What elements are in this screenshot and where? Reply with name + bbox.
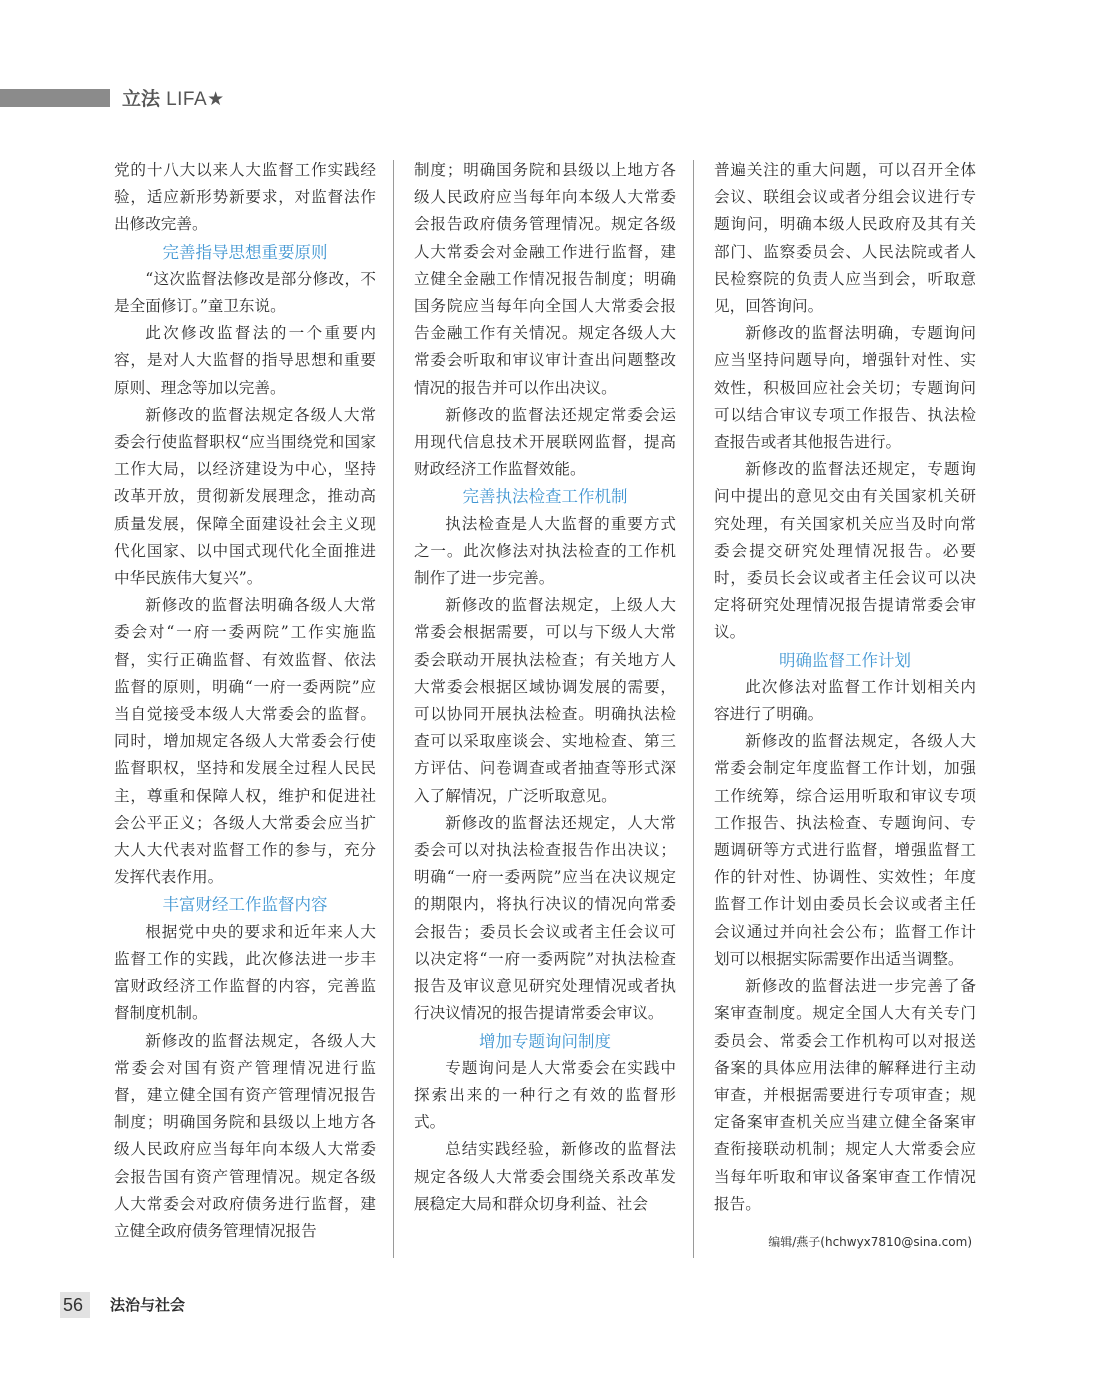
paragraph: 党的十八大以来人大监督工作实践经验，适应新形势新要求，对监督法作出修改完善。 [114,161,376,234]
section-heading: 明确监督工作计划 [779,650,911,670]
section-label-en: LIFA★ [166,89,225,110]
section-heading: 增加专题询问制度 [479,1031,611,1051]
section-heading: 完善执法检查工作机制 [462,487,628,507]
paragraph: 新修改的监督法明确各级人大常委会对“一府一委两院”工作实施监督，实行正确监督、有效监督、依法监督的原则，明确“一府一委两院”应当自觉接受本级人大常委会的监督。同时，增加规定各级人大常委会行使监督职权，坚持和发展全过程人民民主，尊重和保障人权，维护和促进社会公平正义；各级人大常委会应当扩大人大代表对监督工作的参与，充分发挥代表作用。 [114,596,376,887]
paragraph: 专题询问是人大常委会在实践中探索出来的一种行之有效的监督形式。 [414,1058,676,1132]
paragraph: “这次监督法修改是部分修改，不是全面修订。”童卫东说。 [114,269,376,316]
paragraph: 执法检查是人大监督的重要方式之一。此次修法对执法检查的工作机制作了进一步完善。 [414,514,676,588]
paragraph: 新修改的监督法进一步完善了备案审查制度。规定全国人大有关专门委员会、常委会工作机构可以对报送备案的具体应用法律的解释进行主动审查，并根据需要进行专项审查；规定备案审查机关应当建立健全备案审查衔接联动机制；规定人大常委会应当每年听取和审议备案审查工作情况报告。 [714,977,976,1213]
paragraph: 新修改的监督法明确，专题询问应当坚持问题导向，增强针对性、实效性，积极回应社会关切；专题询问可以结合审议专项工作报告、执法检查报告或者其他报告进行。 [714,324,976,452]
section-heading: 丰富财经工作监督内容 [162,895,328,915]
paragraph: 总结实践经验，新修改的监督法规定各级人大常委会围绕关系改革发展稳定大局和群众切身利益、社会 [414,1140,676,1213]
editor-credit: 编辑/燕子(hchwyx7810@sina.com) [768,1235,972,1249]
section-label [122,86,225,112]
paragraph: 新修改的监督法规定各级人大常委会行使监督职权“应当围绕党和国家工作大局，以经济建设为中心，坚持改革开放，贯彻新发展理念，推动高质量发展，保障全面建设社会主义现代化国家、以中国式现代化全面推进中华民族伟大复兴”。 [114,405,376,588]
article-column-2 [414,157,676,1218]
paragraph: 根据党中央的要求和近年来人大监督工作的实践，此次修法进一步丰富财政经济工作监督的内容，完善监督制度机制。 [114,922,376,1023]
page-number: 56 [63,1295,84,1315]
paragraph: 普遍关注的重大问题，可以召开全体会议、联组会议或者分组会议进行专题询问，明确本级人民政府及其有关部门、监察委员会、人民法院或者人民检察院的负责人应当到会，听取意见，回答询问。 [714,161,976,316]
paragraph: 新修改的监督法规定，上级人大常委会根据需要，可以与下级人大常委会联动开展执法检查；有关地方人大常委会根据区域协调发展的需要，可以协同开展执法检查。明确执法检查可以采取座谈会、实地检查、第三方评估、问卷调查或者抽查等形式深入了解情况，广泛听取意见。 [414,596,676,805]
magazine-name: 法治与社会 [110,1296,186,1314]
paragraph: 新修改的监督法还规定常委会运用现代信息技术开展联网监督，提高财政经济工作监督效能。 [414,405,676,479]
paragraph: 此次修改监督法的一个重要内容，是对人大监督的指导思想和重要原则、理念等加以完善。 [114,324,376,397]
paragraph: 制度；明确国务院和县级以上地方各级人民政府应当每年向本级人大常委会报告政府债务管理情况。规定各级人大常委会对金融工作进行监督，建立健全金融工作情况报告制度；明确国务院应当每年向全国人大常委会报告金融工作有关情况。规定各级人大常委会听取和审议审计查出问题整改情况的报告并可以作出决议。 [414,161,676,397]
paragraph: 新修改的监督法规定，各级人大常委会制定年度监督工作计划，加强工作统筹，综合运用听取和审议专项工作报告、执法检查、专题询问、专题调研等方式进行监督，增强监督工作的针对性、协调性、实效性；年度监督工作计划由委员长会议或者主任会议通过并向社会公布；监督工作计划可以根据实际需要作出适当调整。 [714,732,976,968]
column-divider [393,160,394,1258]
column-divider [693,160,694,1258]
article-column-1 [114,157,376,1245]
section-heading: 完善指导思想重要原则 [162,242,328,262]
paragraph: 新修改的监督法规定，各级人大常委会对国有资产管理情况进行监督，建立健全国有资产管理情况报告制度；明确国务院和县级以上地方各级人民政府应当每年向本级人大常委会报告国有资产管理情况。规定各级人大常委会对政府债务进行监督，建立健全政府债务管理情况报告 [114,1031,376,1240]
section-label-cn: 立法 [122,88,161,110]
article-column-3 [714,157,976,1218]
paragraph: 新修改的监督法还规定，人大常委会可以对执法检查报告作出决议；明确“一府一委两院”应当在决议规定的期限内，将执行决议的情况向常委会报告；委员长会议或者主任会议可以决定将“一府一委两院”对执法检查报告及审议意见研究处理情况或者执行决议情况的报告提请常委会审议。 [414,813,676,1023]
paragraph: 新修改的监督法还规定，专题询问中提出的意见交由有关国家机关研究处理，有关国家机关应当及时向常委会提交研究处理情况报告。必要时，委员长会议或者主任会议可以决定将研究处理情况报告提请常委会审议。 [714,460,976,642]
paragraph: 此次修法对监督工作计划相关内容进行了明确。 [714,677,976,724]
section-color-bar [0,89,110,107]
